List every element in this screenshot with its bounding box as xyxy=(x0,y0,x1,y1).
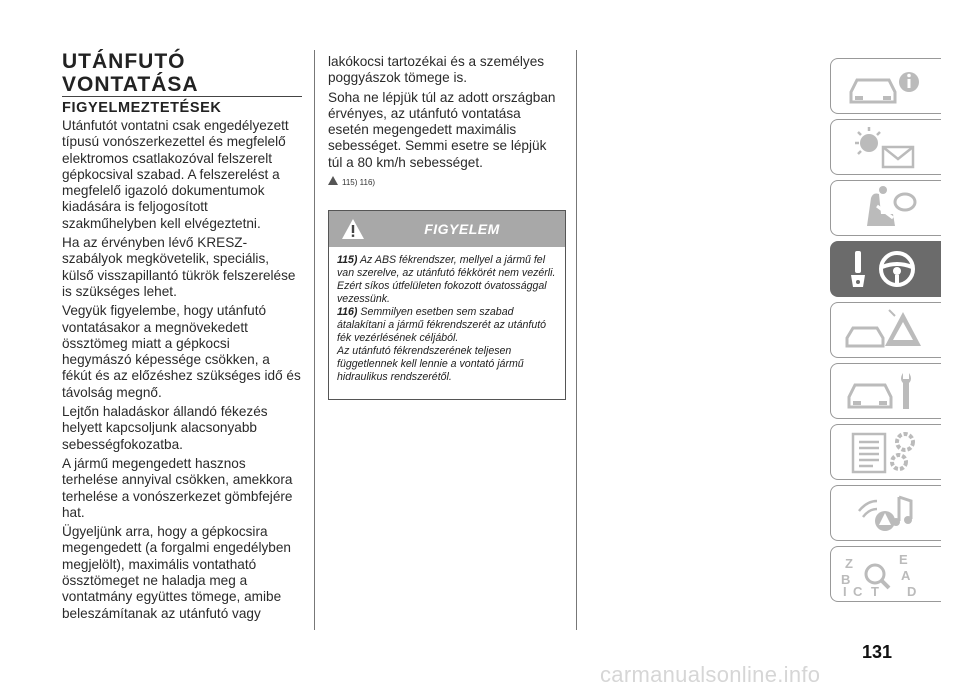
warning-item-number: 116) xyxy=(337,306,358,318)
chapter-tab-multimedia[interactable] xyxy=(830,485,941,541)
warning-item xyxy=(337,306,557,345)
index-letter: I xyxy=(843,584,847,598)
breakdown-triangle-icon xyxy=(837,306,937,354)
section-title-line1: UTÁNFUTÓ xyxy=(62,50,186,73)
index-letter: T xyxy=(871,584,879,598)
index-letter: C xyxy=(853,584,863,598)
warning-body xyxy=(329,247,565,384)
column-divider xyxy=(314,50,315,630)
sun-envelope-icon xyxy=(837,123,937,171)
title-divider xyxy=(62,96,302,97)
alphabet-index-icon xyxy=(837,550,937,598)
warning-box xyxy=(328,210,566,400)
warning-heading: FIGYELEM xyxy=(424,221,500,237)
paragraph: Soha ne lépjük túl az adott országban érvényes, az utánfutó vontatása esetén megengedett maximális sebességet. Semmi esetre se lépjük túl a 80 km/h sebességet. xyxy=(328,89,556,170)
chapter-tab-emergency[interactable] xyxy=(830,302,941,358)
key-steering-wheel-icon xyxy=(837,245,937,293)
car-wrench-icon xyxy=(837,367,937,415)
warning-header xyxy=(329,211,565,247)
paragraph: A jármű megengedett hasznos terhelése annyival csökken, amekkora terhelése a vonószerkezet gömbfejére hat. xyxy=(62,455,293,520)
warning-item-number: 115) xyxy=(337,254,358,266)
warning-item xyxy=(337,345,557,384)
index-letter: Z xyxy=(845,556,853,571)
paragraph: Lejtőn haladáskor állandó fékezés helyett kapcsoljunk alacsonyabb sebességfokozatba. xyxy=(62,404,268,452)
section-subtitle: FIGYELMEZTETÉSEK xyxy=(62,100,222,116)
section-title-line2: VONTATÁSA xyxy=(62,73,199,96)
warning-item-text: Semmilyen esetben sem szabad átalakítani a jármű fékrendszerét az utánfutó fék vezérlésének céljából. xyxy=(337,306,547,344)
chapter-tab-index[interactable] xyxy=(830,546,941,602)
index-letter: E xyxy=(899,552,908,567)
airbag-seat-icon xyxy=(837,184,937,232)
section-title xyxy=(62,50,199,96)
warning-item-text: Az ABS fékrendszer, mellyel a jármű fel van szerelve, az utánfutó fékkörét nem vezérli. Ezért síkos útfelületen fokozott óvatossággal vezessünk. xyxy=(337,254,556,305)
paragraph: Utánfutót vontatni csak engedélyezett típusú vonószerkezettel és megfelelő elektromos csatlakozóval felszerelt gépkocsival szabad. A felszerelést a megfelelő igazoló dokumentumok kiadására is feljogosított szakműhelyben kell elvégeztetni. xyxy=(62,118,289,231)
body-text-left xyxy=(62,118,302,625)
index-letter: B xyxy=(841,572,851,587)
chapter-tab-safety[interactable] xyxy=(830,180,941,236)
warning-references xyxy=(328,178,375,187)
paragraph: Vegyük figyelembe, hogy utánfutó vontatásakor a megnövekedett össztömeg miatt a gépkocsi hegymászó képessége csökken, a fékút és az előzéshez szükséges idő és távolság megnő. xyxy=(62,303,301,400)
multimedia-icon xyxy=(837,489,937,537)
warning-item xyxy=(337,254,557,306)
page-number: 131 xyxy=(862,642,893,662)
reference-numbers: 115) 116) xyxy=(342,178,376,187)
warning-triangle-icon xyxy=(328,176,338,185)
chapter-tab-technical-data[interactable] xyxy=(830,424,941,480)
chapter-tab-lights-messages[interactable] xyxy=(830,119,941,175)
chapter-tab-car-info[interactable] xyxy=(830,58,941,114)
chapter-tab-starting-driving[interactable] xyxy=(830,241,941,297)
index-letter: A xyxy=(901,568,911,583)
paragraph: lakókocsi tartozékai és a személyes poggyászok tömege is. xyxy=(328,54,545,86)
column-divider xyxy=(576,50,577,630)
index-letter: D xyxy=(907,584,917,598)
specs-gear-icon xyxy=(837,428,937,476)
car-info-icon xyxy=(837,62,937,110)
watermark: carmanualsonline.info xyxy=(600,662,821,687)
paragraph: Ha az érvényben lévő KRESZ-szabályok megkövetelik, speciális, külső visszapillantó tükrök felszerelése is szükséges lehet. xyxy=(62,235,296,299)
paragraph: Ügyeljünk arra, hogy a gépkocsira megengedett (a forgalmi engedélyben megjelölt), maximális vontatható össztömeget ne haladja meg a vontatmány együttes tömege, amibe beleszámítanak az utánfutó vagy xyxy=(62,524,291,621)
warning-item-text: Az utánfutó fékrendszerének teljesen függetlennek kell lennie a vontató jármű hidraulikus rendszerétől. xyxy=(337,345,524,383)
body-text-right xyxy=(328,54,564,174)
chapter-tab-maintenance[interactable] xyxy=(830,363,941,419)
